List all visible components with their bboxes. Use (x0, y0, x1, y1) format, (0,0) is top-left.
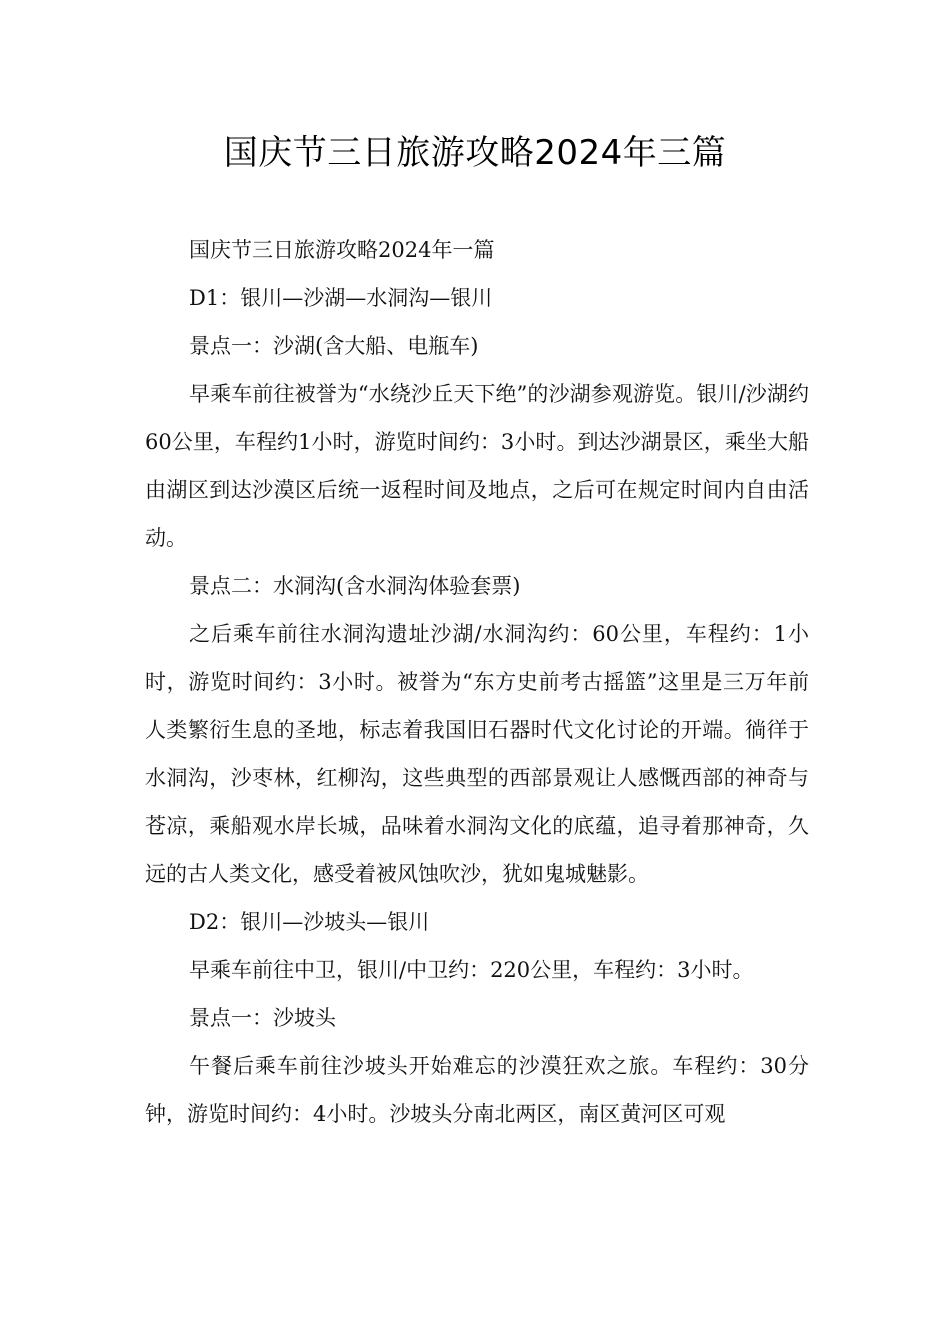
paragraph-day1-spot1-body: 早乘车前往被誉为“水绕沙丘天下绝”的沙湖参观游览。银川/沙湖约60公里，车程约1小时，游览时间约：3小时。到达沙湖景区，乘坐大船由湖区到达沙漠区后统一返程时间及地点，之后可在规定时间内自由活动。 (145, 382, 809, 550)
paragraph-day1-spot2-body: 之后乘车前往水洞沟遗址沙湖/水洞沟约：60公里，车程约：1小时，游览时间约：3小时。被誉为“东方史前考古摇篮”这里是三万年前人类繁衍生息的圣地，标志着我国旧石器时代文化讨论的开端。徜徉于水洞沟，沙枣林，红柳沟，这些典型的西部景观让人感慨西部的神奇与苍凉，乘船观水岸长城，品味着水洞沟文化的底蕴，追寻着那神奇，久远的古人类文化，感受着被风蚀吹沙，犹如鬼城魅影。 (145, 622, 809, 886)
paragraph-subtitle: 国庆节三日旅游攻略2024年一篇 (189, 238, 495, 262)
document-title: 国庆节三日旅游攻略2024年三篇 (223, 133, 727, 173)
paragraph-day1-spot1-heading: 景点一：沙湖(含大船、电瓶车) (189, 334, 479, 358)
paragraph-day2-route: D2：银川—沙坡头—银川 (189, 910, 430, 934)
paragraph-day1-route: D1：银川—沙湖—水洞沟—银川 (189, 286, 493, 310)
paragraph-day2-spot1-heading: 景点一：沙坡头 (189, 1006, 336, 1030)
paragraph-day1-spot2-heading: 景点二：水洞沟(含水洞沟体验套票) (189, 574, 521, 598)
paragraph-day2-spot1-body: 午餐后乘车前往沙坡头开始难忘的沙漠狂欢之旅。车程约：30分钟，游览时间约：4小时。沙坡头分南北两区，南区黄河区可观 (145, 1054, 809, 1126)
paragraph-day2-travel: 早乘车前往中卫，银川/中卫约：220公里，车程约：3小时。 (189, 958, 754, 982)
document-body (145, 226, 809, 1138)
